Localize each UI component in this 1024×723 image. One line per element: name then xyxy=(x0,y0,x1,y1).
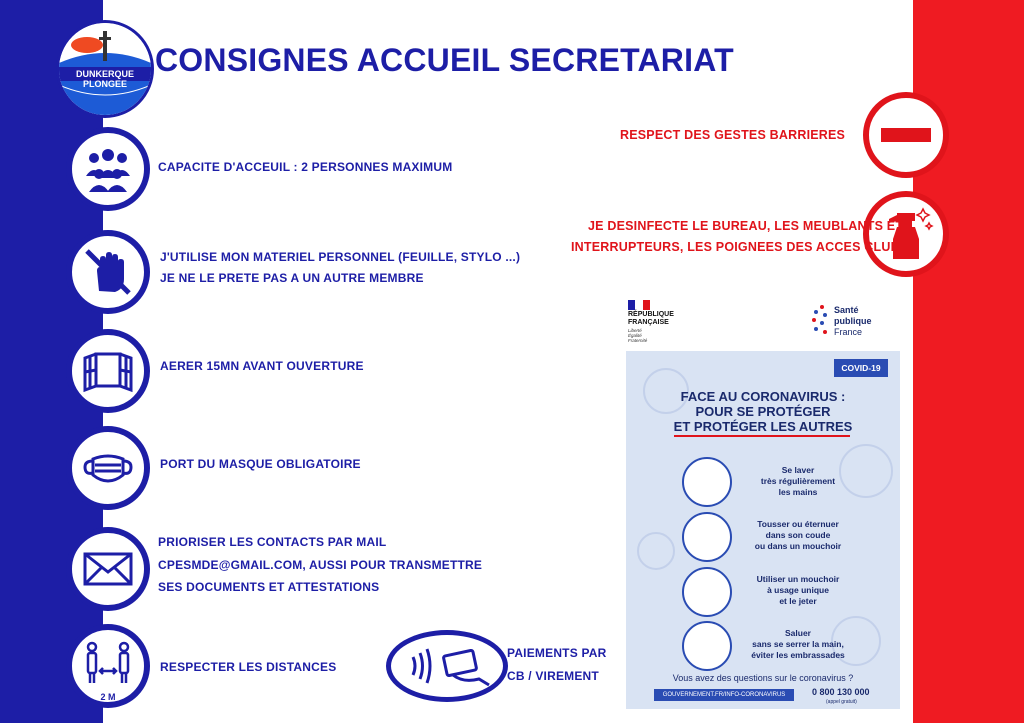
distance-icon-circle xyxy=(66,624,150,708)
rf-motto-3: Fraternité xyxy=(628,338,648,343)
poster-item1-line2: très régulièrement xyxy=(760,476,836,486)
covid-badge: COVID-19 xyxy=(834,359,888,377)
window-icon-circle xyxy=(66,329,150,413)
personal-material-label-line2: JE NE LE PRETE PAS A UN AUTRE MEMBRE xyxy=(160,271,424,285)
poster-item1-line3: les mains xyxy=(778,487,818,497)
sante-publique-france-logo xyxy=(810,303,890,339)
no-entry-icon xyxy=(875,104,937,166)
club-logo xyxy=(56,20,154,118)
poster-website: GOUVERNEMENT.FR/INFO-CORONAVIRUS xyxy=(654,689,794,701)
spf-logo-line1: Santé xyxy=(834,305,859,315)
hand-washing-icon xyxy=(682,457,732,507)
elbow-cough-icon xyxy=(682,512,732,562)
mail-label-line2: CPESMDE@GMAIL.COM, AUSSI POUR TRANSMETTRE xyxy=(158,558,483,572)
poster-item3-line3: et le jeter xyxy=(779,596,817,606)
barrier-gestures-label: RESPECT DES GESTES BARRIERES xyxy=(620,128,846,142)
poster-item2-line2: dans son coude xyxy=(765,530,831,540)
rf-logo-line2: FRANÇAISE xyxy=(628,319,669,326)
ventilate-label: AERER 15MN AVANT OUVERTURE xyxy=(160,359,364,373)
poster-title-underline xyxy=(674,435,850,437)
distance-badge: 2 M xyxy=(100,692,116,702)
distance-icon xyxy=(81,639,135,693)
group-icon-circle xyxy=(66,127,150,211)
poster-item1-line1: Se laver xyxy=(781,465,815,475)
capacity-label: CAPACITE D'ACCEUIL : 2 PERSONNES MAXIMUM xyxy=(158,160,453,174)
poster-item3-line1: Utiliser un mouchoir xyxy=(756,574,840,584)
no-handshake-icon xyxy=(682,621,732,671)
spray-icon-circle xyxy=(863,191,949,277)
spf-dots-icon xyxy=(810,303,830,337)
group-icon xyxy=(81,142,135,196)
disinfect-label-line2: INTERRUPTEURS, LES POIGNEES DES ACCES CLUB xyxy=(571,240,900,254)
payment-label-line1: PAIEMENTS PAR xyxy=(507,646,607,660)
spf-logo-line3: France xyxy=(834,327,863,337)
no-hand-icon xyxy=(81,245,135,299)
personal-material-label-line1: J'UTILISE MON MATERIEL PERSONNEL (FEUILLE, STYLO ...) xyxy=(160,250,521,264)
no-entry-icon-circle xyxy=(863,92,949,178)
poster-phone: 0 800 130 000 xyxy=(812,687,870,697)
payment-label-line2: CB / VIREMENT xyxy=(507,669,599,683)
page-title: CONSIGNES ACCUEIL SECRETARIAT xyxy=(155,42,734,78)
poster-item4-line3: éviter les embrassades xyxy=(751,650,845,660)
payment-icon-oval xyxy=(386,630,508,702)
poster-phone-note: (appel gratuit) xyxy=(826,699,857,705)
contactless-card-icon xyxy=(391,635,503,697)
poster-title-line2: POUR SE PROTÉGER xyxy=(695,404,831,419)
envelope-icon-circle xyxy=(66,527,150,611)
window-icon xyxy=(81,344,135,398)
marianne-flag-icon xyxy=(628,300,650,310)
mask-label: PORT DU MASQUE OBLIGATOIRE xyxy=(160,457,361,471)
poster-item4-line2: sans se serrer la main, xyxy=(752,639,844,649)
republique-francaise-logo xyxy=(628,300,688,344)
rf-logo-line1: RÉPUBLIQUE xyxy=(628,311,674,318)
envelope-icon xyxy=(81,542,135,596)
disinfect-label-line1: JE DESINFECTE LE BUREAU, LES MEUBLANTS ET xyxy=(588,219,904,233)
distance-label: RESPECTER LES DISTANCES xyxy=(160,660,337,674)
mail-label-line3: SES DOCUMENTS ET ATTESTATIONS xyxy=(158,580,380,594)
rf-motto-1: Liberté xyxy=(628,328,642,333)
poster-title-line1: FACE AU CORONAVIRUS : xyxy=(680,389,846,404)
covid-poster xyxy=(626,351,900,709)
spf-logo-line2: publique xyxy=(834,316,872,326)
mask-icon-circle xyxy=(66,426,150,510)
tissue-icon xyxy=(682,567,732,617)
poster-question: Vous avez des questions sur le coronavirus ? xyxy=(672,673,854,683)
poster-item3-line2: à usage unique xyxy=(767,585,829,595)
spray-bottle-icon xyxy=(875,203,937,265)
poster-item4-line1: Saluer xyxy=(785,628,811,638)
poster-title-line3: ET PROTÉGER LES AUTRES xyxy=(673,419,853,434)
no-hand-icon-circle xyxy=(66,230,150,314)
mask-icon xyxy=(81,441,135,495)
mail-label-line1: PRIORISER LES CONTACTS PAR MAIL xyxy=(158,535,387,549)
logo-text: DUNKERQUE PLONGEE xyxy=(75,69,134,89)
poster-item2-line3: ou dans un mouchoir xyxy=(754,541,842,551)
poster-item2-line1: Tousser ou éternuer xyxy=(757,519,839,529)
rf-motto-2: Égalité xyxy=(628,333,642,338)
